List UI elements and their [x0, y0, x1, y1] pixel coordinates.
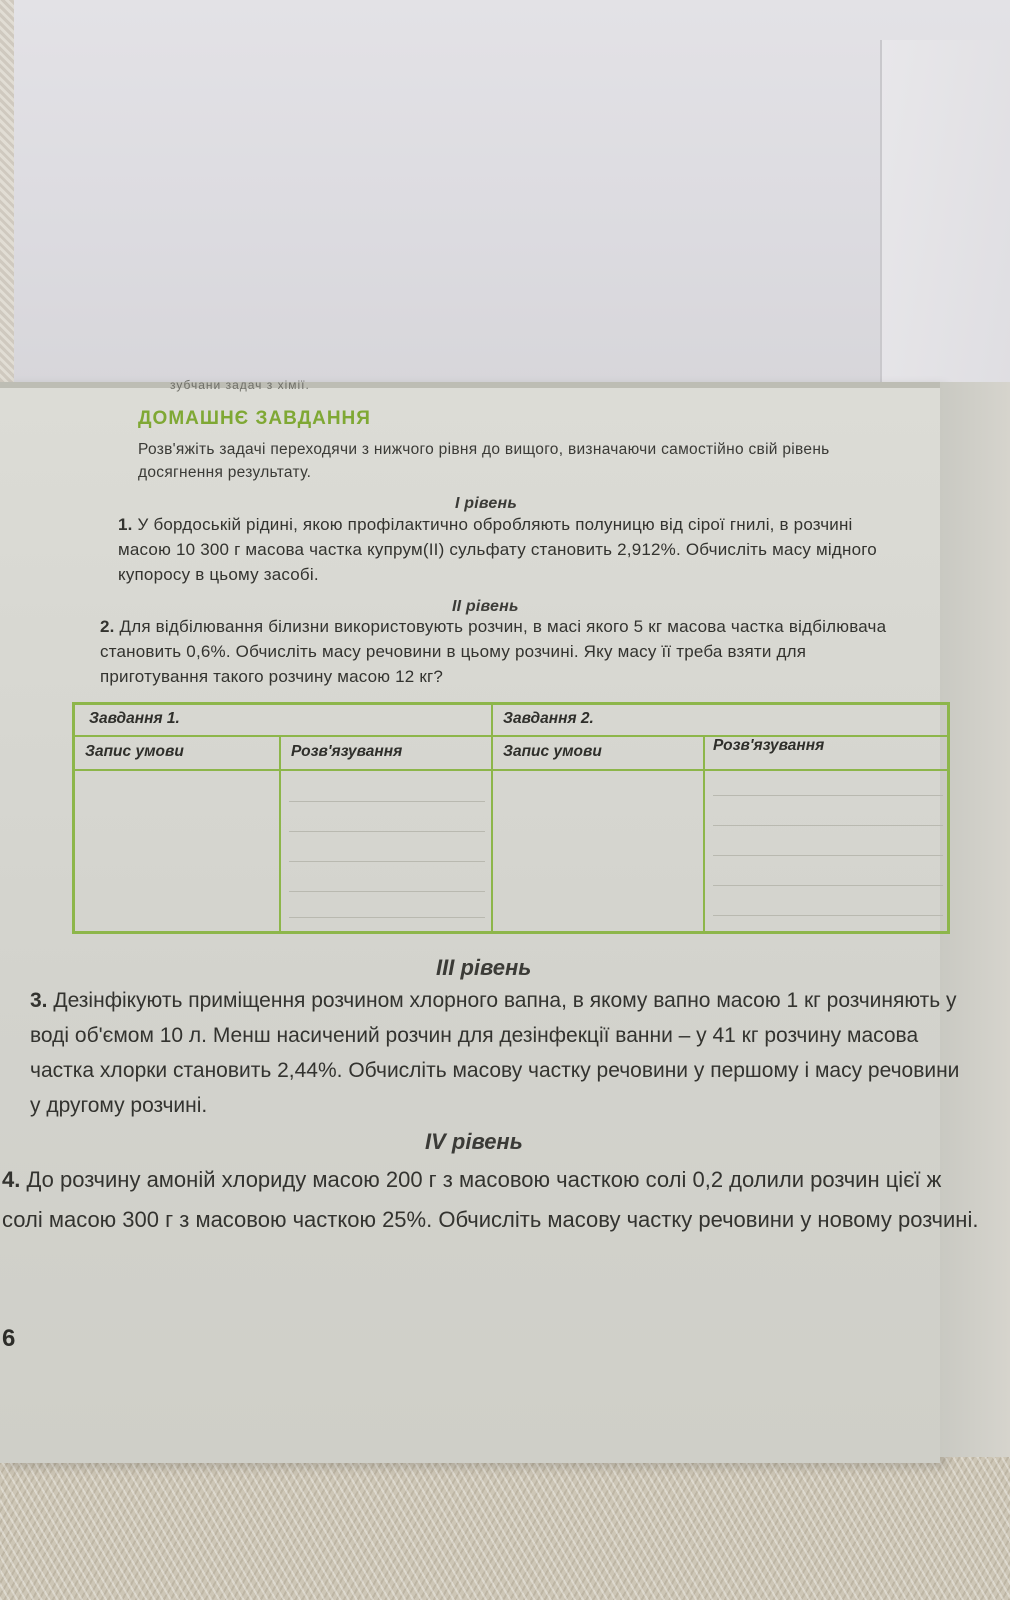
running-head: зубчани задач з хімії. — [170, 378, 310, 392]
level-3-heading: ІІІ рівень — [436, 955, 532, 980]
level-4-heading: ІV рівень — [425, 1129, 523, 1154]
task-3-text: Дезінфікують приміщення розчином хлорного вапна, в якому вапно масою 1 кг розчиняють у воді об'ємом 10 л. Менш насичений розчин для дезінфекції ванни – у 41 кг розчину масова частка хлорки становить 2,44%. Обчисліть масову частку речовини у першому і масу речовини у другому розчині. — [30, 989, 960, 1117]
writing-line — [289, 891, 485, 892]
background-carpet — [0, 1455, 1010, 1600]
writing-line — [713, 855, 943, 856]
page-number: 6 — [2, 1325, 16, 1352]
task-3 — [30, 983, 965, 1123]
homework-heading: ДОМАШНЄ ЗАВДАННЯ — [138, 408, 371, 429]
background-blank-sheet — [0, 0, 1010, 390]
task-2-text: Для відбілювання білизни використовують розчин, в масі якого 5 кг масова частка відбілювача становить 0,6%. Обчисліть масу речовини в цьому розчині. Яку масу її треба взяти для приготування такого розчину масою 12 кг? — [100, 617, 887, 686]
writing-line — [289, 861, 485, 862]
homework-intro: Розв'яжіть задачі переходячи з нижчого рівня до вищого, визначаючи самостійно свій рівень досягнення результату. — [138, 441, 830, 481]
task-4 — [2, 1160, 987, 1240]
task-2-solution-header: Розв'язування — [713, 737, 825, 754]
level-1-heading: І рівень — [455, 495, 518, 512]
task-2-condition-header: Запис умови — [503, 743, 602, 760]
task-1-number: 1. — [118, 515, 133, 534]
task-1-solution-header: Розв'язування — [291, 743, 403, 760]
table-divider-left — [279, 735, 281, 931]
background-sheet-fold — [880, 40, 1010, 390]
task-4-text: До розчину амоній хлориду масою 200 г з масовою часткою солі 0,2 долили розчин цієї ж солі масою 300 г з масовою часткою 25%. Обчисліть масову частку речовини у новому розчині. — [2, 1167, 979, 1232]
writing-line — [713, 885, 943, 886]
table-subheader-rule — [75, 769, 947, 771]
task-2 — [100, 614, 915, 689]
task-2-number: 2. — [100, 617, 115, 636]
table-divider-right — [703, 735, 705, 931]
writing-line — [289, 801, 485, 802]
level-2-heading: ІІ рівень — [452, 598, 519, 615]
task-1-column-header: Завдання 1. — [89, 710, 180, 727]
writing-line — [289, 917, 485, 918]
task-1-text: У бордоській рідині, якою профілактично обробляють полуницю від сірої гнилі, в розчині масою 10 300 г масова частка купрум(ІІ) сульфату становить 2,912%. Обчисліть масу мідного купоросу в цьому засобі. — [118, 515, 877, 584]
task-1 — [118, 512, 908, 587]
table-divider-center — [491, 705, 493, 931]
writing-line — [713, 795, 943, 796]
task-3-number: 3. — [30, 989, 48, 1012]
writing-line — [289, 831, 485, 832]
writing-line — [713, 825, 943, 826]
task-2-column-header: Завдання 2. — [503, 710, 594, 727]
task-1-condition-header: Запис умови — [85, 743, 184, 760]
writing-line — [713, 915, 943, 916]
answer-table — [72, 702, 950, 934]
task-4-number: 4. — [2, 1167, 21, 1192]
background-fabric-sliver — [0, 0, 14, 390]
page-edge — [940, 382, 1010, 1457]
